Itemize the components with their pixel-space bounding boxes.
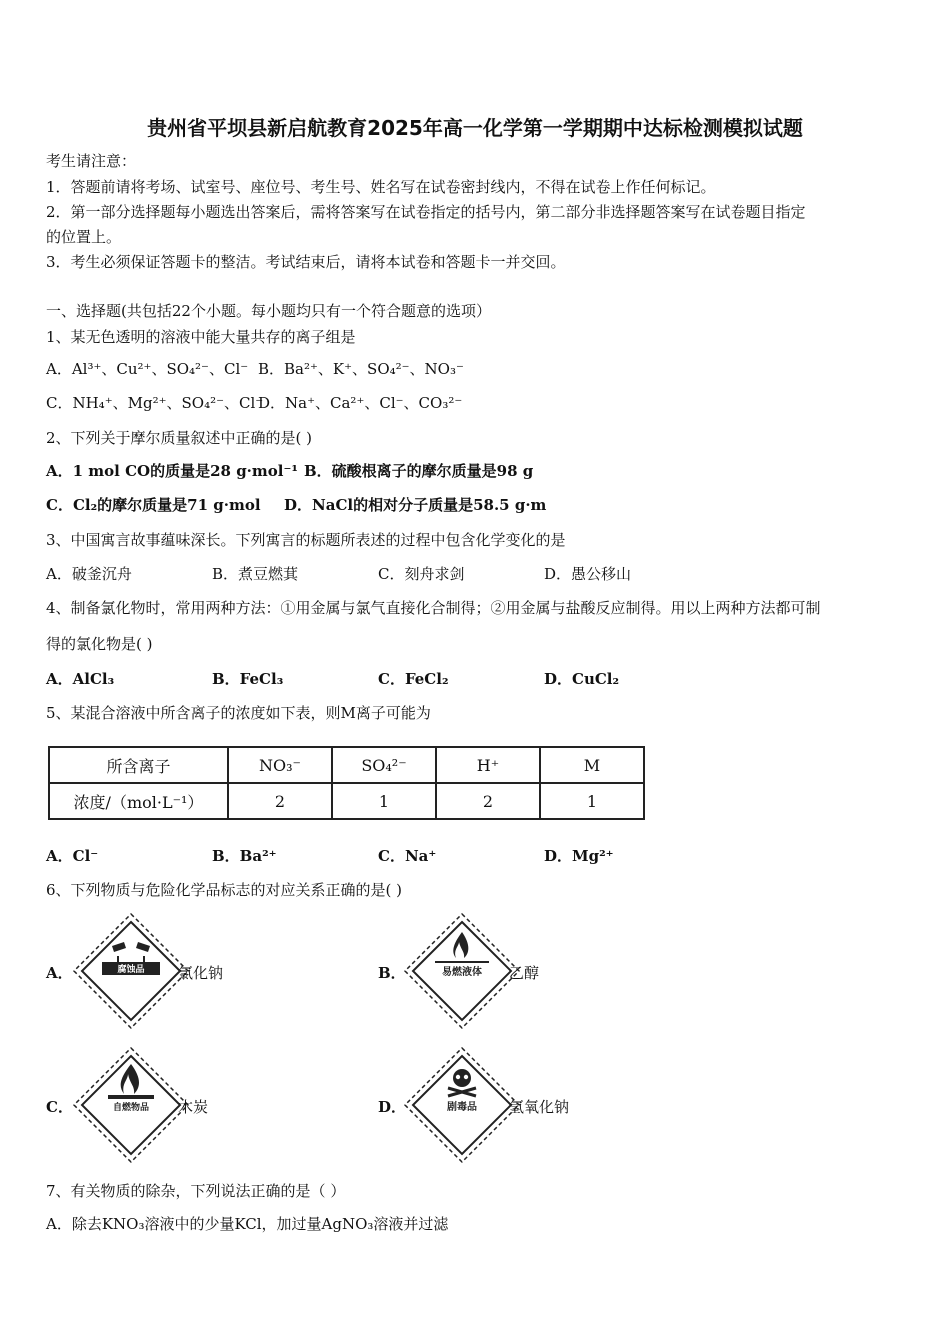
corrosive-hazard-sign [72, 912, 190, 1030]
q6-option-d-letter: D． [378, 1098, 407, 1116]
q1-option-d: D．Na⁺、Ca²⁺、Cl⁻、CO₃²⁻ [258, 394, 463, 412]
table-cell: M [540, 747, 644, 783]
q1-option-a: A．Al³⁺、Cu²⁺、SO₄²⁻、Cl⁻ [46, 360, 249, 378]
q6-option-c-letter: C． [46, 1098, 73, 1116]
notice-item-2: 2．第一部分选择题每小题选出答案后，需将答案写在试卷指定的括号内，第二部分非选择题答案写在试卷题目指定 [46, 203, 806, 221]
table-cell: 所含离子 [49, 747, 228, 783]
q4-option-a: A．AlCl₃ [46, 670, 115, 688]
q3-option-c: C．刻舟求剑 [378, 565, 465, 583]
q6-option-b-substance: 乙醇 [509, 964, 540, 982]
combustion-sign-label: 自燃物品 [112, 1103, 150, 1113]
q6-option-a-letter: A． [46, 964, 73, 982]
q3-option-d: D．愚公移山 [544, 565, 632, 583]
q4-option-d: D．CuCl₂ [544, 670, 620, 688]
section-heading: 一、选择题(共包括22个小题。每小题均只有一个符合题意的选项） [46, 302, 491, 320]
corrosive-sign-label: 腐蚀品 [117, 965, 145, 975]
table-cell: H⁺ [436, 747, 540, 783]
q5-stem: 5、某混合溶液中所含离子的浓度如下表，则M离子可能为 [46, 704, 431, 722]
toxic-sign-label: 剧毒品 [447, 1102, 477, 1113]
flammable-liquid-hazard-sign [403, 912, 521, 1030]
q4-option-b: B．FeCl₃ [212, 670, 284, 688]
q3-stem: 3、中国寓言故事蕴味深长。下列寓言的标题所表述的过程中包含化学变化的是 [46, 531, 566, 549]
q2-option-b: B．硫酸根离子的摩尔质量是98 g [304, 462, 534, 480]
q2-option-d: D．NaCl的相对分子质量是58.5 g·m [284, 496, 547, 514]
q3-option-b: B．煮豆燃萁 [212, 565, 299, 583]
q2-option-c: C．Cl₂的摩尔质量是71 g·mol [46, 496, 261, 514]
q1-option-b: B．Ba²⁺、K⁺、SO₄²⁻、NO₃⁻ [258, 360, 464, 378]
q5-option-a: A．Cl⁻ [46, 847, 99, 865]
q6-option-c-substance: 木炭 [178, 1098, 209, 1116]
q2-option-a: A．1 mol CO的质量是28 g·mol⁻¹ [46, 462, 298, 480]
ion-concentration-table [48, 746, 645, 820]
q6-option-b-letter: B． [378, 964, 406, 982]
spontaneous-combustion-hazard-sign [72, 1046, 190, 1164]
table-cell: 1 [332, 783, 436, 819]
toxic-hazard-sign [403, 1046, 521, 1164]
notice-item-2-cont: 的位置上。 [46, 228, 122, 246]
q6-option-d-substance: 氢氧化钠 [509, 1098, 570, 1116]
q4-stem-2: 得的氯化物是( ) [46, 635, 153, 653]
q2-stem: 2、下列关于摩尔质量叙述中正确的是( ) [46, 429, 313, 447]
notice-item-1: 1．答题前请将考场、试室号、座位号、考生号、姓名写在试卷密封线内，不得在试卷上作任何标记。 [46, 178, 716, 196]
q4-option-c: C．FeCl₂ [378, 670, 449, 688]
table-cell: 2 [436, 783, 540, 819]
table-cell: 1 [540, 783, 644, 819]
q5-option-d: D．Mg²⁺ [544, 847, 614, 865]
page-title: 贵州省平坝县新启航教育2025年高一化学第一学期期中达标检测模拟试题 [147, 116, 803, 140]
flammable-sign-label: 易燃液体 [442, 967, 482, 978]
table-cell: NO₃⁻ [228, 747, 332, 783]
q1-option-c: C．NH₄⁺、Mg²⁺、SO₄²⁻、Cl⁻ [46, 394, 264, 412]
table-cell: 2 [228, 783, 332, 819]
q1-stem: 1、某无色透明的溶液中能大量共存的离子组是 [46, 328, 356, 346]
table-cell: SO₄²⁻ [332, 747, 436, 783]
q5-option-b: B．Ba²⁺ [212, 847, 277, 865]
table-header-row [49, 747, 644, 783]
q6-stem: 6、下列物质与危险化学品标志的对应关系正确的是( ) [46, 881, 403, 899]
q7-option-a: A．除去KNO₃溶液中的少量KCl，加过量AgNO₃溶液并过滤 [46, 1215, 449, 1233]
q6-option-a-substance: 氯化钠 [178, 964, 224, 982]
q5-option-c: C．Na⁺ [378, 847, 437, 865]
notice-heading: 考生请注意： [46, 152, 137, 170]
table-cell: 浓度/（mol·L⁻¹） [49, 783, 228, 819]
q3-option-a: A．破釜沉舟 [46, 565, 132, 583]
q7-stem: 7、有关物质的除杂，下列说法正确的是（ ） [46, 1182, 346, 1200]
notice-item-3: 3．考生必须保证答题卡的整洁。考试结束后，请将本试卷和答题卡一并交回。 [46, 253, 566, 271]
table-row [49, 783, 644, 819]
q4-stem-1: 4、制备氯化物时，常用两种方法：①用金属与氯气直接化合制得；②用金属与盐酸反应制得。用以上两种方法都可制 [46, 599, 821, 617]
